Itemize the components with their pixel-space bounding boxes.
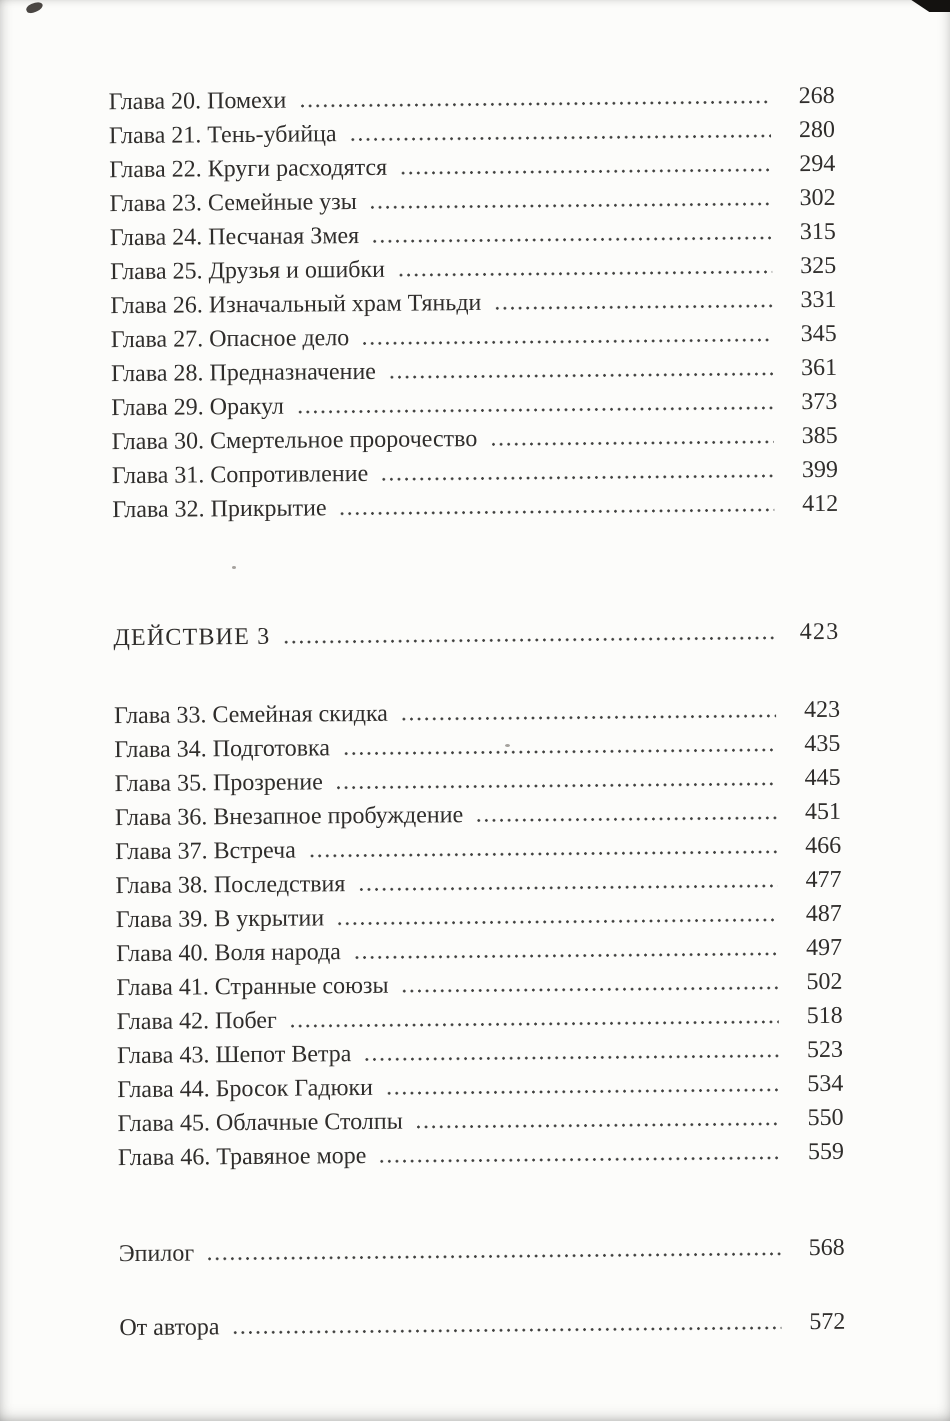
toc-entry-label: Глава 43. Шепот Ветра [116,1040,352,1069]
toc-entry-label: Глава 22. Круги расходятся [109,154,388,184]
toc-entry-label: Глава 46. Травяное море [117,1142,367,1171]
dot-leader [296,406,773,413]
toc-page-number: 268 [798,82,835,109]
toc-entry-label: Глава 29. Оракул [111,393,285,421]
toc-entry-label: Глава 28. Предназначение [110,358,377,387]
toc-entry-label: Глава 44. Бросок Гадюки [117,1074,374,1103]
toc-page-number: 550 [807,1104,844,1131]
toc-entry-label: От автора [119,1314,220,1341]
dot-leader [397,270,772,276]
toc-entry-label: Глава 41. Странные союзы [116,972,389,1001]
dot-leader [369,202,772,209]
toc-row [119,1301,845,1341]
toc-page-number: 523 [806,1036,844,1063]
toc-entry-label: Глава 39. В укрытии [115,905,325,933]
toc-entry-label: Глава 27. Опасное дело [110,324,350,353]
toc-page-number: 445 [804,764,841,791]
dot-leader [489,440,773,445]
toc-entry-label: Глава 34. Подготовка [114,735,331,763]
part-heading-row [113,611,839,651]
dot-leader [415,1122,780,1128]
toc-entry-label: Глава 45. Облачные Столпы [117,1108,403,1137]
dot-leader [493,304,772,309]
dot-leader [349,134,771,141]
scan-artifact-top-right [904,0,950,12]
dot-leader [401,986,779,992]
part-heading-label: ДЕЙСТВИЕ 3 [113,623,271,651]
dot-leader [308,850,777,857]
toc-entry-label: Глава 23. Семейные узы [109,188,357,217]
toc-page-number: 423 [803,696,841,723]
toc-page-number: 477 [805,866,842,893]
toc-page-number: 435 [804,730,841,757]
scan-artifact-top-left [25,0,44,15]
toc-page-number: 487 [805,900,842,927]
dot-leader [380,474,774,480]
dot-leader [399,168,771,174]
toc-entry-label: Глава 42. Побег [116,1007,277,1035]
toc-page-number: 315 [799,218,836,245]
toc-row [119,1227,845,1267]
dot-leader [336,918,778,925]
toc-page-number: 451 [804,798,842,825]
toc-entry-label: Глава 37. Встреча [115,837,296,865]
toc-page-number: 568 [808,1234,845,1261]
dot-leader [378,1156,780,1163]
toc-entry-label: Эпилог [118,1240,195,1267]
toc-page-number: 399 [801,456,839,483]
toc-page-number: 280 [798,116,836,143]
toc-entry-label: Глава 36. Внезапное пробуждение [114,801,464,831]
dot-leader [475,816,777,822]
dot-leader [289,1020,779,1027]
toc-entry-label: Глава 35. Прозрение [114,769,323,797]
toc-page-number: 331 [800,286,837,313]
toc-page-number: 534 [807,1070,844,1097]
toc-entry-label: Глава 38. Последствия [115,870,346,899]
toc-page-number: 325 [800,252,837,279]
toc-page-number: 497 [805,934,843,961]
dot-leader [231,1326,781,1334]
toc-row [118,1131,844,1171]
toc-group-chapters-act3 [114,689,844,1171]
toc-page-number: 466 [805,832,842,859]
toc-entry-label: Глава 40. Воля народа [116,939,341,967]
toc-page-number: 559 [807,1138,844,1165]
dot-leader [388,372,773,378]
toc-entry-label: Глава 21. Тень-убийца [108,121,337,150]
toc-page-number: 302 [799,184,836,211]
toc-entry-label: Глава 24. Песчаная Змея [109,222,360,251]
toc-group-author-note [119,1301,845,1341]
toc-page-number: 423 [799,618,840,645]
toc-page-number: 502 [806,968,843,995]
toc-group-part-heading [113,611,839,651]
dot-leader [206,1252,781,1260]
dot-leader [371,236,772,242]
toc-page-number: 385 [801,422,838,449]
dot-leader [342,748,776,755]
toc-page-number: 294 [799,150,836,177]
dot-leader [385,1088,779,1094]
toc-entry-label: Глава 33. Семейная скидка [113,700,389,729]
dot-leader [335,782,777,789]
toc-group-chapters-act2 [109,75,839,523]
toc-group-epilogue [119,1227,845,1267]
toc-page-number: 345 [800,320,837,347]
dot-leader [357,884,777,891]
toc-page-number: 373 [801,388,838,415]
toc-entry-label: Глава 20. Помехи [108,87,287,116]
toc-entry-label: Глава 26. Изначальный храм Тяньди [110,289,482,319]
toc-entry-label: Глава 32. Прикрытие [112,495,327,523]
dot-leader [339,508,775,515]
dot-leader [363,1054,779,1061]
table-of-contents [109,75,846,1341]
toc-entry-label: Глава 30. Смертельное пророчество [111,425,478,455]
dot-leader [400,714,776,720]
toc-entry-label: Глава 31. Сопротивление [111,460,369,489]
dot-leader [282,636,775,643]
dot-leader [361,338,773,345]
toc-page-number: 572 [809,1308,846,1335]
toc-row [112,483,838,523]
dot-leader [353,952,778,959]
toc-entry-label: Глава 25. Друзья и ошибки [110,256,386,285]
toc-page-number: 412 [802,490,839,517]
toc-page-number: 518 [806,1002,843,1029]
toc-page-number: 361 [800,354,838,381]
dot-leader [298,100,770,107]
